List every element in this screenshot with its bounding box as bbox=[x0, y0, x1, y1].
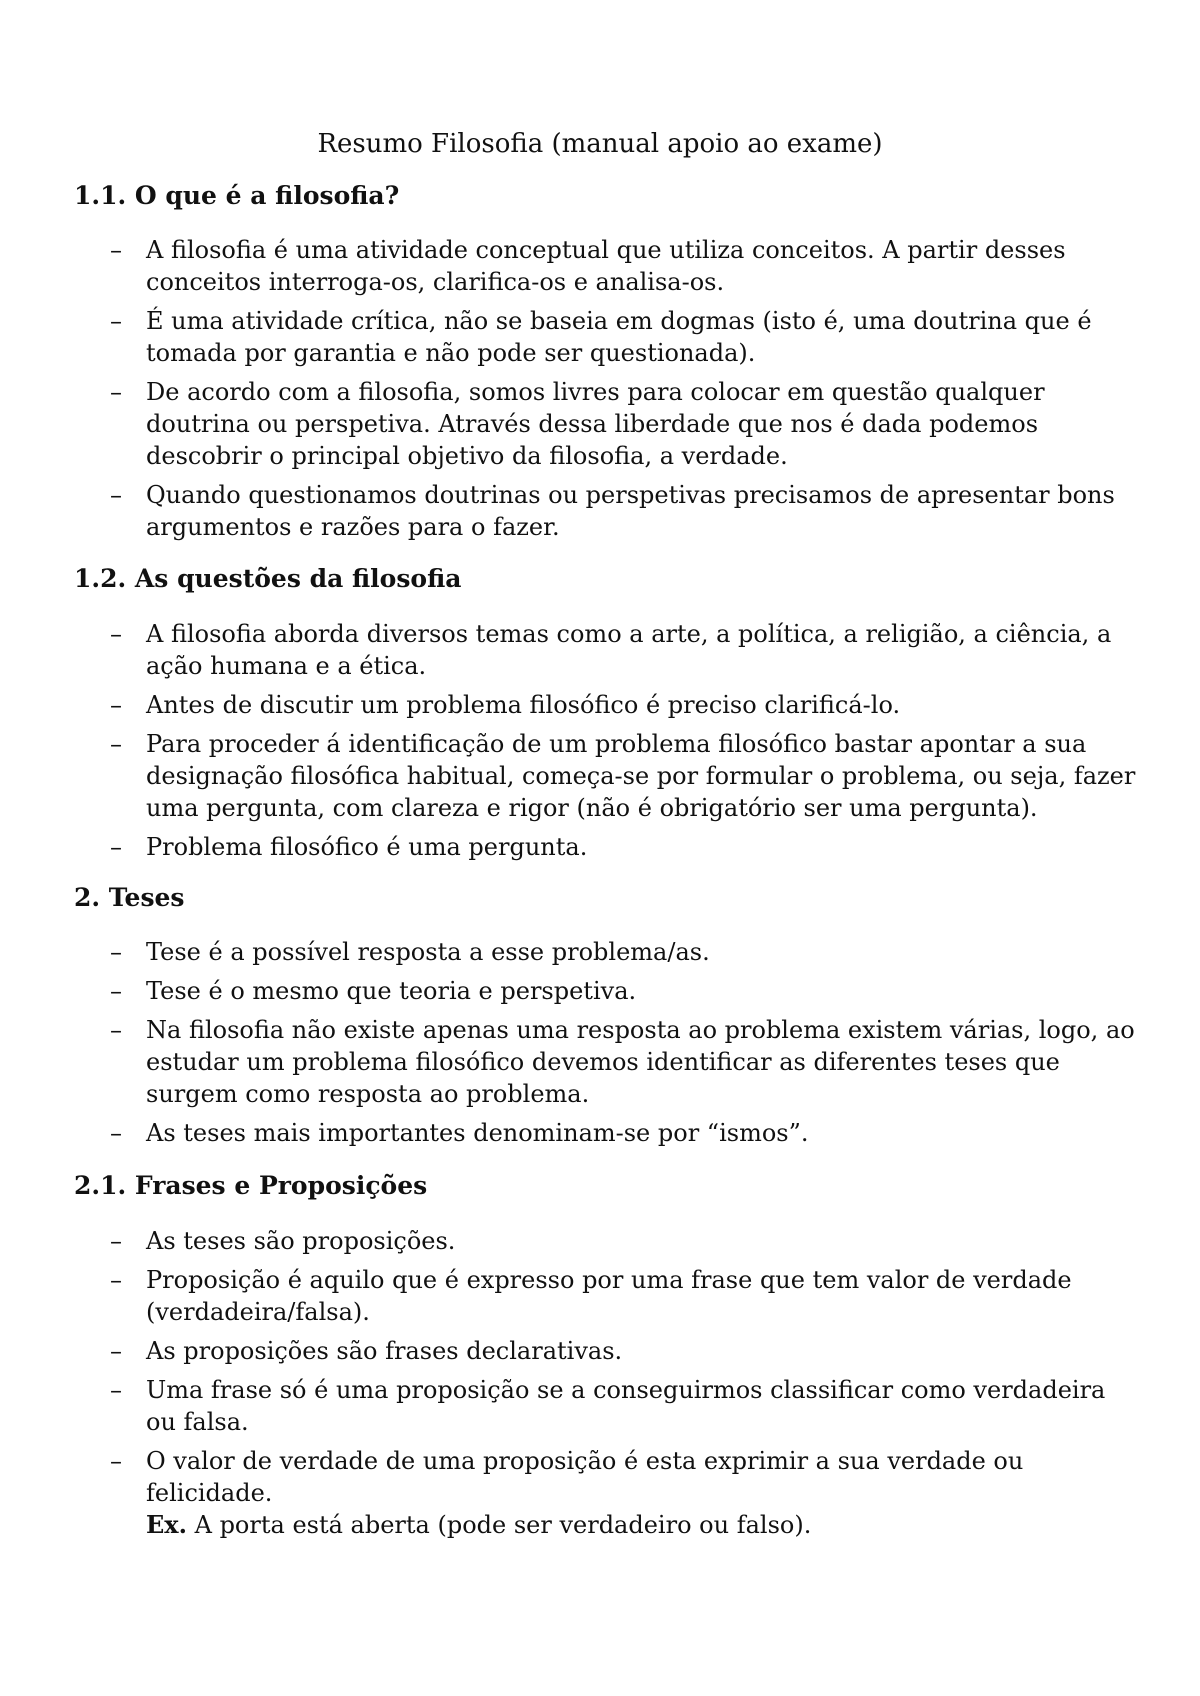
dash-bullet-icon: – bbox=[110, 1376, 122, 1404]
bullet-list bbox=[110, 234, 1140, 550]
example-line bbox=[146, 1509, 1140, 1541]
dash-bullet-icon: – bbox=[110, 1016, 122, 1044]
list-item: – De acordo com a filosofia, somos livres para colocar em questão qualquer doutrina ou perspetiva. Através dessa liberdade que nos é dada podemos descobrir o principal objetivo da filosofia, a verdade. bbox=[110, 378, 1045, 470]
list-item: – Tese é o mesmo que teoria e perspetiva. bbox=[110, 977, 637, 1005]
list-item: – Na filosofia não existe apenas uma resposta ao problema existem várias, logo, ao estudar um problema filosófico devemos identificar as diferentes teses que surgem como resposta ao problema. bbox=[110, 1016, 1135, 1108]
section-heading: 1.1. O que é a filosofia? bbox=[74, 181, 400, 210]
list-item: – O valor de verdade de uma proposição é esta exprimir a sua verdade ou felicidade. Ex. A porta está aberta (pode ser verdadeiro ou falso). bbox=[110, 1445, 1140, 1541]
dash-bullet-icon: – bbox=[110, 1447, 122, 1475]
dash-bullet-icon: – bbox=[110, 730, 122, 758]
list-item: – As teses mais importantes denominam-se por “ismos”. bbox=[110, 1119, 809, 1147]
section-heading: 2.1. Frases e Proposições bbox=[74, 1171, 428, 1200]
dash-bullet-icon: – bbox=[110, 1227, 122, 1255]
example-text: A porta está aberta (pode ser verdadeiro ou falso). bbox=[194, 1511, 812, 1539]
dash-bullet-icon: – bbox=[110, 481, 122, 509]
dash-bullet-icon: – bbox=[110, 378, 122, 406]
dash-bullet-icon: – bbox=[110, 620, 122, 648]
list-item: – As proposições são frases declarativas. bbox=[110, 1337, 623, 1365]
list-item: – Proposição é aquilo que é expresso por uma frase que tem valor de verdade (verdadeira/falsa). bbox=[110, 1266, 1072, 1326]
dash-bullet-icon: – bbox=[110, 833, 122, 861]
dash-bullet-icon: – bbox=[110, 236, 122, 264]
list-item: – A filosofia aborda diversos temas como a arte, a política, a religião, a ciência, a ação humana e a ética. bbox=[110, 620, 1112, 680]
document-title: Resumo Filosofia (manual apoio ao exame) bbox=[317, 129, 883, 159]
bullet-list bbox=[110, 1225, 1140, 1548]
list-item: – É uma atividade crítica, não se baseia em dogmas (isto é, uma doutrina que é tomada por garantia e não pode ser questionada). bbox=[110, 307, 1092, 367]
section-heading: 1.2. As questões da filosofia bbox=[74, 564, 462, 593]
list-item: – Tese é a possível resposta a esse problema/as. bbox=[110, 938, 710, 966]
list-item: – Quando questionamos doutrinas ou perspetivas precisamos de apresentar bons argumentos e razões para o fazer. bbox=[110, 481, 1115, 541]
list-item: – As teses são proposições. bbox=[110, 1227, 456, 1255]
section-heading: 2. Teses bbox=[74, 883, 185, 912]
list-item: – Antes de discutir um problema filosófico é preciso clarificá-lo. bbox=[110, 691, 901, 719]
dash-bullet-icon: – bbox=[110, 1337, 122, 1365]
dash-bullet-icon: – bbox=[110, 307, 122, 335]
dash-bullet-icon: – bbox=[110, 938, 122, 966]
dash-bullet-icon: – bbox=[110, 691, 122, 719]
dash-bullet-icon: – bbox=[110, 977, 122, 1005]
list-item: – Para proceder á identificação de um problema filosófico bastar apontar a sua designação filosófica habitual, começa-se por formular o problema, ou seja, fazer uma pergunta, com clareza e rigor (não é obrigatório ser uma pergunta). bbox=[110, 730, 1136, 822]
bullet-list bbox=[110, 618, 1140, 870]
dash-bullet-icon: – bbox=[110, 1119, 122, 1147]
list-item: – Uma frase só é uma proposição se a conseguirmos classificar como verdadeira ou falsa. bbox=[110, 1376, 1106, 1436]
bullet-list bbox=[110, 936, 1140, 1156]
list-item: – A filosofia é uma atividade conceptual que utiliza conceitos. A partir desses conceitos interroga-os, clarifica-os e analisa-os. bbox=[110, 236, 1066, 296]
dash-bullet-icon: – bbox=[110, 1266, 122, 1294]
example-label: Ex. bbox=[146, 1510, 187, 1539]
list-item: – Problema filosófico é uma pergunta. bbox=[110, 833, 588, 861]
